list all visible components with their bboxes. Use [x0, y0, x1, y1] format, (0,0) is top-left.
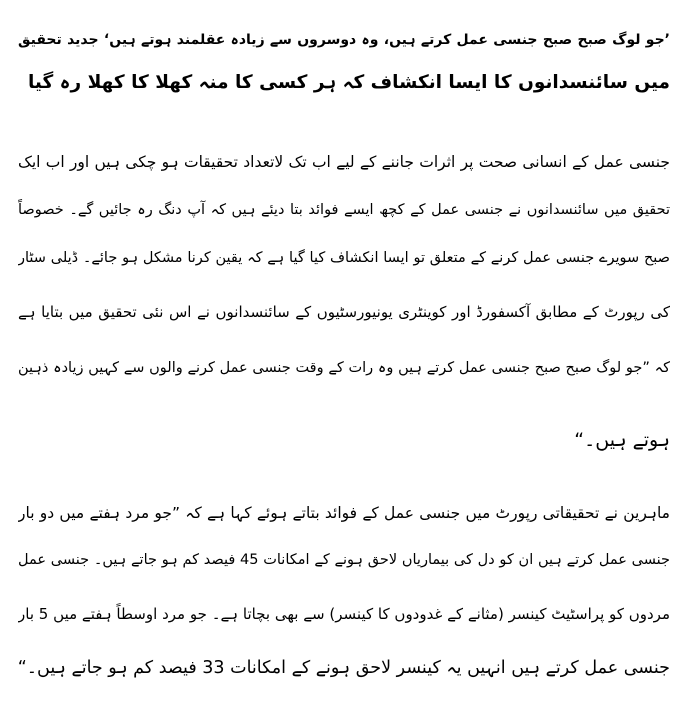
headline-line-2: میں سائنسدانوں کا ایسا انکشاف کہ ہر کسی کا منہ کھلا کا کھلا رہ گیا [27, 72, 670, 93]
paragraph-1-line-3: صبح سویرے جنسی عمل کرنے کے متعلق تو ایسا انکشاف کیا گیا ہے کہ یقین کرنا مشکل ہو جائے۔ ڈیلی سٹار [18, 250, 670, 266]
paragraph-1-line-2: تحقیق میں سائنسدانوں نے جنسی عمل کے کچھ ایسے فوائد بتا دیئے ہیں کہ آپ دنگ رہ جائیں گے۔ خصوصاً [18, 202, 670, 218]
paragraph-1-line-4: کی رپورٹ کے مطابق آکسفورڈ اور کوینٹری یونیورسٹیوں کے سائنسدانوں نے اس نئی تحقیق میں بتایا ہے [18, 303, 670, 321]
headline-line-1: ’جو لوگ صبح صبح جنسی عمل کرتے ہیں، وہ دوسروں سے زیادہ عقلمند ہوتے ہیں‘ جدید تحقیق [18, 32, 670, 48]
paragraph-1-line-1: جنسی عمل کے انسانی صحت پر اثرات جاننے کے لیے اب تک لاتعداد تحقیقات ہو چکی ہیں اور اب ایک [18, 153, 670, 171]
paragraph-1-line-6: ہوتے ہیں۔“ [574, 429, 670, 451]
paragraph-1-line-5: کہ ”جو لوگ صبح صبح جنسی عمل کرتے ہیں وہ رات کے وقت جنسی عمل کرنے والوں سے کہیں زیادہ ذہین [18, 360, 670, 376]
paragraph-2-line-3: مردوں کو پراسٹیٹ کینسر (مثانے کے غدودوں کا کینسر) سے بھی بچاتا ہے۔ جو مرد اوسطاً ہفتے میں 5 بار [18, 605, 670, 623]
paragraph-2-line-1: ماہرین نے تحقیقاتی رپورٹ میں جنسی عمل کے فوائد بتاتے ہوئے کہا ہے کہ ”جو مرد ہفتے میں دو بار [18, 504, 670, 522]
paragraph-2-line-4: جنسی عمل کرتے ہیں انہیں یہ کینسر لاحق ہونے کے امکانات 33 فیصد کم ہو جاتے ہیں۔“ [18, 658, 670, 678]
paragraph-2-line-2: جنسی عمل کرتے ہیں ان کو دل کی بیماریاں لاحق ہونے کے امکانات 45 فیصد کم ہو جاتے ہیں۔ جنسی عمل [18, 552, 670, 568]
